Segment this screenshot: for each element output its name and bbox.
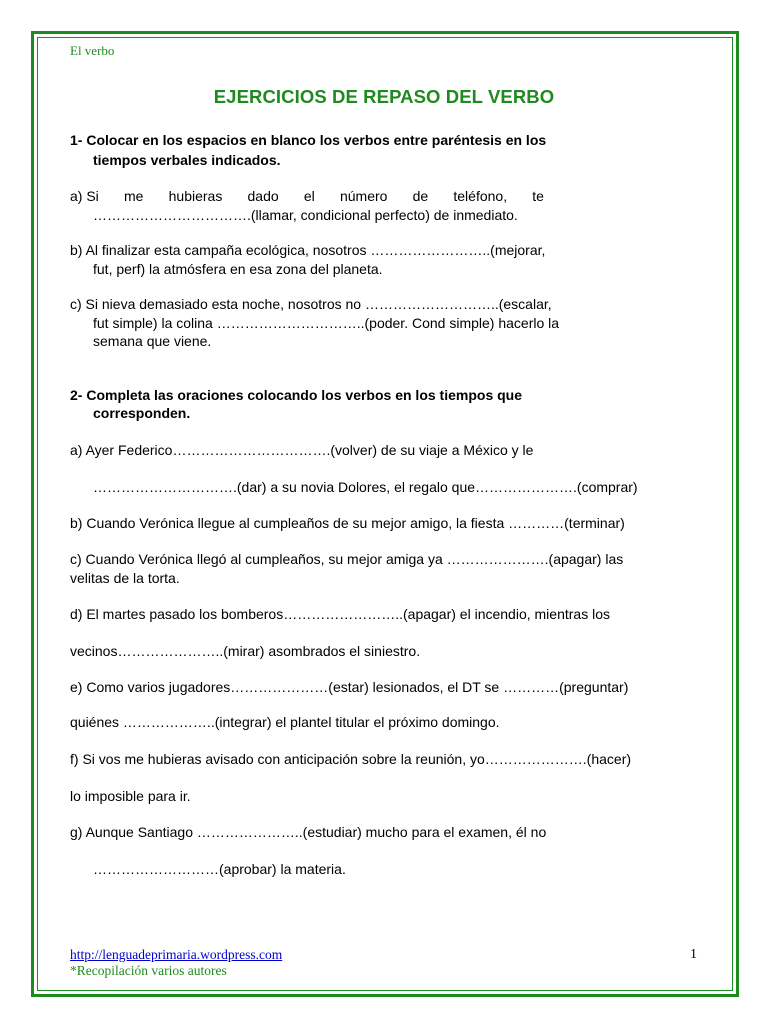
exercise2-item-e: e) Como varios jugadores…………………(estar) lesionados, el DT se …………(preguntar) xyxy=(70,679,629,695)
exercise1-item-a-word: te xyxy=(532,188,544,204)
exercise2-instruction-cont: corresponden. xyxy=(93,405,191,421)
exercise2-instruction: 2- Completa las oraciones colocando los verbos en los tiempos que xyxy=(70,387,523,403)
exercise2-item-b: b) Cuando Verónica llegue al cumpleaños de su mejor amigo, la fiesta …………(terminar) xyxy=(70,515,625,531)
running-header: El verbo xyxy=(70,43,115,58)
exercise1-item-a-word: número xyxy=(339,188,388,204)
exercise1-item-b-cont: fut, perf) la atmósfera en esa zona del planeta. xyxy=(93,261,383,277)
exercise1-item-a xyxy=(70,187,544,205)
exercise2-item-e-cont: quiénes ………………..(integrar) el plantel titular el próximo domingo. xyxy=(70,714,500,730)
exercise1-item-a-cont: …………………………….(llamar, condicional perfecto) de inmediato. xyxy=(93,207,518,223)
exercise1-item-c: c) Si nieva demasiado esta noche, nosotros no ………………………..(escalar, xyxy=(70,296,552,312)
exercise1-item-b: b) Al finalizar esta campaña ecológica, nosotros ……………………..(mejorar, xyxy=(70,242,546,258)
document-title: EJERCICIOS DE REPASO DEL VERBO xyxy=(213,86,555,107)
exercise2-item-a: a) Ayer Federico…………………………….(volver) de su viaje a México y le xyxy=(70,442,534,458)
exercise2-item-g: g) Aunque Santiago …………………..(estudiar) mucho para el examen, él no xyxy=(70,824,547,840)
exercise1-instruction: 1- Colocar en los espacios en blanco los verbos entre paréntesis en los xyxy=(70,132,547,148)
exercise2-item-c: c) Cuando Verónica llegó al cumpleaños, su mejor amiga ya ………………….(apagar) las xyxy=(70,551,624,567)
exercise2-item-f: f) Si vos me hubieras avisado con anticipación sobre la reunión, yo………………….(hacer) xyxy=(70,751,632,767)
exercise2-item-d: d) El martes pasado los bomberos……………………..(apagar) el incendio, mientras los xyxy=(70,606,610,622)
exercise1-instruction-cont: tiempos verbales indicados. xyxy=(93,152,281,168)
exercise1-item-a-word: el xyxy=(303,188,315,204)
page-number: 1 xyxy=(690,947,697,962)
exercise1-item-a-word: teléfono, xyxy=(453,188,508,204)
footer-note: *Recopilación varios autores xyxy=(70,963,227,978)
exercise1-item-a-word: a) Si xyxy=(70,188,99,204)
exercise2-item-f-cont: lo imposible para ir. xyxy=(70,788,191,804)
exercise1-item-a-word: me xyxy=(123,188,144,204)
exercise2-item-d-cont: vecinos…………………..(mirar) asombrados el siniestro. xyxy=(70,643,421,659)
exercise1-item-a-word: dado xyxy=(247,188,279,204)
exercise1-item-c-cont2: semana que viene. xyxy=(93,333,212,349)
exercise1-item-a-word: hubieras xyxy=(168,188,223,204)
exercise1-item-c-cont: fut simple) la colina …………………………..(poder. Cond simple) hacerlo la xyxy=(93,315,560,331)
exercise1-item-a-word: de xyxy=(412,188,429,204)
exercise2-item-c-cont: velitas de la torta. xyxy=(70,570,180,586)
footer-source-link[interactable]: http://lenguadeprimaria.wordpress.com xyxy=(70,947,283,962)
exercise2-item-a-cont: ………………………….(dar) a su novia Dolores, el regalo que………………….(comprar) xyxy=(93,479,638,495)
exercise2-item-g-cont: ………………………(aprobar) la materia. xyxy=(93,861,346,877)
